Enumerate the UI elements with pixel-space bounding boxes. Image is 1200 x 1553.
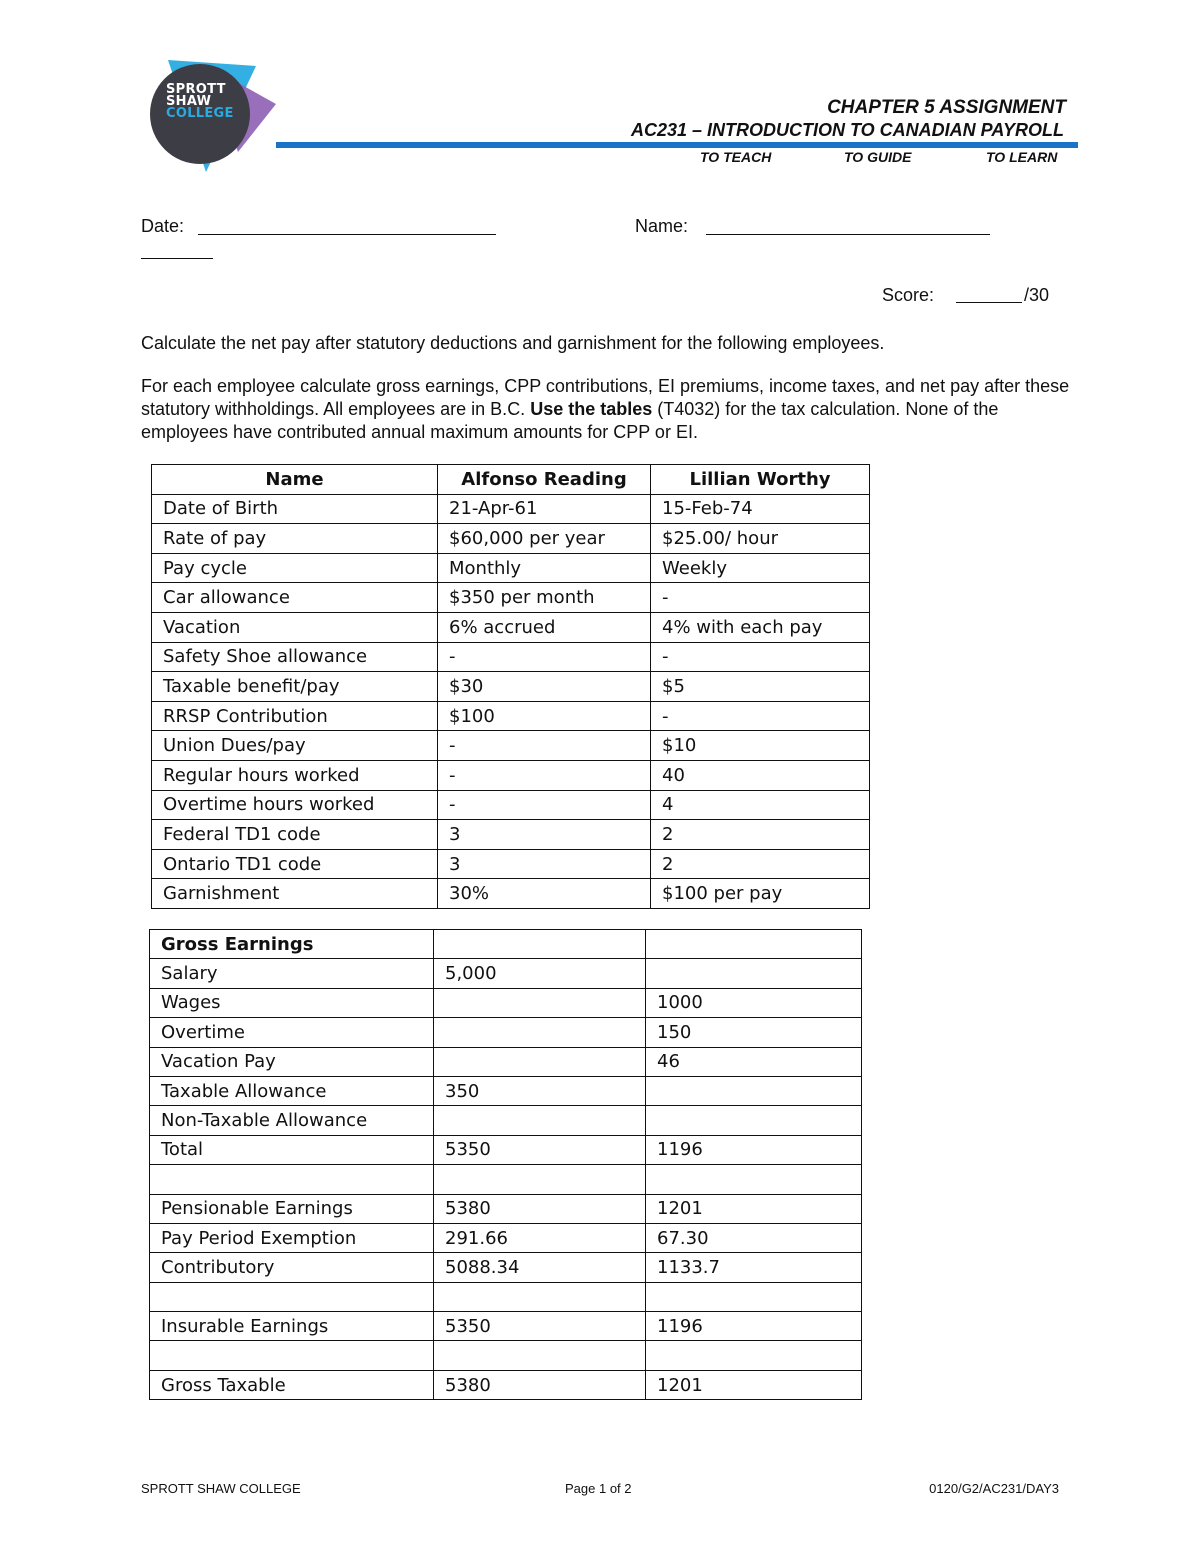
table-cell: Pensionable Earnings xyxy=(150,1194,434,1223)
table-row xyxy=(150,988,862,1017)
table-row xyxy=(152,701,870,731)
table-cell xyxy=(434,1165,646,1194)
table-cell: 150 xyxy=(646,1018,862,1047)
footer-page-number: Page 1 of 2 xyxy=(565,1481,632,1496)
table-row xyxy=(150,1312,862,1341)
score-total: /30 xyxy=(1024,285,1050,305)
header-name: Name xyxy=(152,465,438,495)
college-logo xyxy=(148,56,278,172)
logo-line-1: SPROTT xyxy=(166,82,226,97)
table-row xyxy=(150,1135,862,1164)
table-cell: Vacation Pay xyxy=(150,1047,434,1076)
table-cell: Gross Taxable xyxy=(150,1370,434,1399)
table-cell xyxy=(150,1341,434,1370)
table-cell: 4% with each pay xyxy=(651,612,870,642)
table-cell: Ontario TD1 code xyxy=(152,849,438,879)
table-row xyxy=(152,820,870,850)
date-label: Date: xyxy=(141,216,185,236)
table-cell: 1201 xyxy=(646,1194,862,1223)
table-cell: 350 xyxy=(434,1076,646,1105)
table-cell: Weekly xyxy=(651,553,870,583)
table-cell: - xyxy=(438,790,651,820)
table-cell: $100 per pay xyxy=(651,879,870,909)
table-cell xyxy=(646,930,862,959)
table-row xyxy=(152,731,870,761)
table-cell xyxy=(434,1047,646,1076)
table-cell xyxy=(646,1282,862,1311)
table-cell: - xyxy=(438,760,651,790)
table-cell: 3 xyxy=(438,820,651,850)
assignment-title: CHAPTER 5 ASSIGNMENT xyxy=(827,97,1066,118)
gross-earnings-heading: Gross Earnings xyxy=(150,930,434,959)
table-row xyxy=(152,553,870,583)
table-row xyxy=(150,1223,862,1252)
table-cell: 6% accrued xyxy=(438,612,651,642)
table-cell: Federal TD1 code xyxy=(152,820,438,850)
table-row xyxy=(150,959,862,988)
gross-earnings-table xyxy=(149,929,862,1400)
table-cell: Non-Taxable Allowance xyxy=(150,1106,434,1135)
table-cell xyxy=(646,1106,862,1135)
table-row xyxy=(152,760,870,790)
table-cell: Salary xyxy=(150,959,434,988)
score-label: Score: xyxy=(882,285,935,305)
footer-course-code: 0120/G2/AC231/DAY3 xyxy=(929,1481,1059,1496)
header-employee-1: Alfonso Reading xyxy=(438,465,651,495)
table-cell: - xyxy=(438,642,651,672)
table-row xyxy=(150,1018,862,1047)
table-cell: 1196 xyxy=(646,1135,862,1164)
table-row xyxy=(150,1106,862,1135)
table-row xyxy=(152,642,870,672)
table-cell: 5,000 xyxy=(434,959,646,988)
table-row xyxy=(152,790,870,820)
table-row xyxy=(150,1165,862,1194)
table-cell: Contributory xyxy=(150,1253,434,1282)
table-cell: 1133.7 xyxy=(646,1253,862,1282)
header-rule xyxy=(276,142,1078,148)
table-cell: 1196 xyxy=(646,1312,862,1341)
table-cell: 5380 xyxy=(434,1194,646,1223)
table-cell: 1201 xyxy=(646,1370,862,1399)
logo-line-3: COLLEGE xyxy=(166,106,234,121)
table-cell: Pay cycle xyxy=(152,553,438,583)
table-cell: Insurable Earnings xyxy=(150,1312,434,1341)
table-cell: 4 xyxy=(651,790,870,820)
table-cell: Regular hours worked xyxy=(152,760,438,790)
table-row xyxy=(150,1076,862,1105)
table-cell: Garnishment xyxy=(152,879,438,909)
tagline-guide: TO GUIDE xyxy=(844,149,912,165)
table-cell: 46 xyxy=(646,1047,862,1076)
table-header-row xyxy=(152,465,870,495)
table-cell xyxy=(434,1282,646,1311)
name-label: Name: xyxy=(635,216,689,236)
course-subtitle: AC231 – INTRODUCTION TO CANADIAN PAYROLL xyxy=(630,120,1064,140)
table-row xyxy=(150,1047,862,1076)
table-cell xyxy=(434,930,646,959)
table-cell: Overtime hours worked xyxy=(152,790,438,820)
table-cell: 2 xyxy=(651,849,870,879)
instruction-emphasis: Use the tables xyxy=(530,399,653,419)
table-cell: - xyxy=(651,701,870,731)
table-cell: 1000 xyxy=(646,988,862,1017)
table-cell: $60,000 per year xyxy=(438,524,651,554)
table-row xyxy=(152,612,870,642)
table-cell xyxy=(434,1106,646,1135)
table-cell: Vacation xyxy=(152,612,438,642)
footer-college: SPROTT SHAW COLLEGE xyxy=(141,1481,301,1496)
table-cell: - xyxy=(438,731,651,761)
table-cell: $10 xyxy=(651,731,870,761)
table-cell: 15-Feb-74 xyxy=(651,494,870,524)
table-cell: 40 xyxy=(651,760,870,790)
table-cell: $5 xyxy=(651,672,870,702)
header-employee-2: Lillian Worthy xyxy=(651,465,870,495)
table-cell: - xyxy=(651,583,870,613)
table-cell: $25.00/ hour xyxy=(651,524,870,554)
table-cell: $100 xyxy=(438,701,651,731)
table-row xyxy=(150,1194,862,1223)
date-line[interactable] xyxy=(198,234,496,235)
instruction-paragraph-2 xyxy=(141,375,1071,444)
table-cell: 291.66 xyxy=(434,1223,646,1252)
table-cell: Date of Birth xyxy=(152,494,438,524)
table-cell: Wages xyxy=(150,988,434,1017)
table-row xyxy=(152,672,870,702)
tagline-learn: TO LEARN xyxy=(986,149,1058,165)
table-cell: Monthly xyxy=(438,553,651,583)
score-line[interactable] xyxy=(956,302,1022,303)
table-row xyxy=(150,1341,862,1370)
table-cell: Union Dues/pay xyxy=(152,731,438,761)
table-cell: 21-Apr-61 xyxy=(438,494,651,524)
table-cell xyxy=(150,1282,434,1311)
name-line[interactable] xyxy=(706,234,990,235)
table-cell xyxy=(646,959,862,988)
table-header-row xyxy=(150,930,862,959)
table-cell xyxy=(150,1165,434,1194)
table-cell: 30% xyxy=(438,879,651,909)
table-row xyxy=(150,1370,862,1399)
table-cell: Safety Shoe allowance xyxy=(152,642,438,672)
table-cell: 2 xyxy=(651,820,870,850)
table-cell: Pay Period Exemption xyxy=(150,1223,434,1252)
instruction-text-a: For each employee calculate gross earnings, CPP contributions, EI premiums, income taxes, and net pay after these statutory withholdings. All employees are in B.C. xyxy=(141,376,1070,419)
table-cell xyxy=(434,1018,646,1047)
table-cell xyxy=(434,988,646,1017)
table-cell xyxy=(646,1076,862,1105)
table-cell: $350 per month xyxy=(438,583,651,613)
table-cell: Total xyxy=(150,1135,434,1164)
table-row xyxy=(152,583,870,613)
table-cell xyxy=(646,1165,862,1194)
table-cell xyxy=(434,1341,646,1370)
table-cell: 5350 xyxy=(434,1312,646,1341)
table-cell: 3 xyxy=(438,849,651,879)
table-row xyxy=(152,524,870,554)
table-row xyxy=(152,849,870,879)
table-cell: Taxable Allowance xyxy=(150,1076,434,1105)
table-row xyxy=(150,1282,862,1311)
table-row xyxy=(150,1253,862,1282)
table-cell: $30 xyxy=(438,672,651,702)
table-cell: Overtime xyxy=(150,1018,434,1047)
date-line-continued xyxy=(141,258,213,259)
instruction-paragraph-1: Calculate the net pay after statutory deductions and garnishment for the following employees. xyxy=(141,333,885,353)
employee-info-table xyxy=(151,464,870,909)
tagline-teach: TO TEACH xyxy=(700,149,772,165)
table-cell: 5088.34 xyxy=(434,1253,646,1282)
logo-line-2: SHAW xyxy=(166,94,212,109)
instruction-text-b: (T4032) for the tax calculation. None of the employees have contributed annual maximum amounts for CPP or EI. xyxy=(141,399,999,442)
table-cell: Car allowance xyxy=(152,583,438,613)
table-cell: Taxable benefit/pay xyxy=(152,672,438,702)
table-row xyxy=(152,879,870,909)
table-cell: - xyxy=(651,642,870,672)
table-cell: 5350 xyxy=(434,1135,646,1164)
table-cell: 67.30 xyxy=(646,1223,862,1252)
table-cell: RRSP Contribution xyxy=(152,701,438,731)
table-cell: 5380 xyxy=(434,1370,646,1399)
table-cell xyxy=(646,1341,862,1370)
table-cell: Rate of pay xyxy=(152,524,438,554)
table-row xyxy=(152,494,870,524)
logo-text xyxy=(166,84,234,120)
